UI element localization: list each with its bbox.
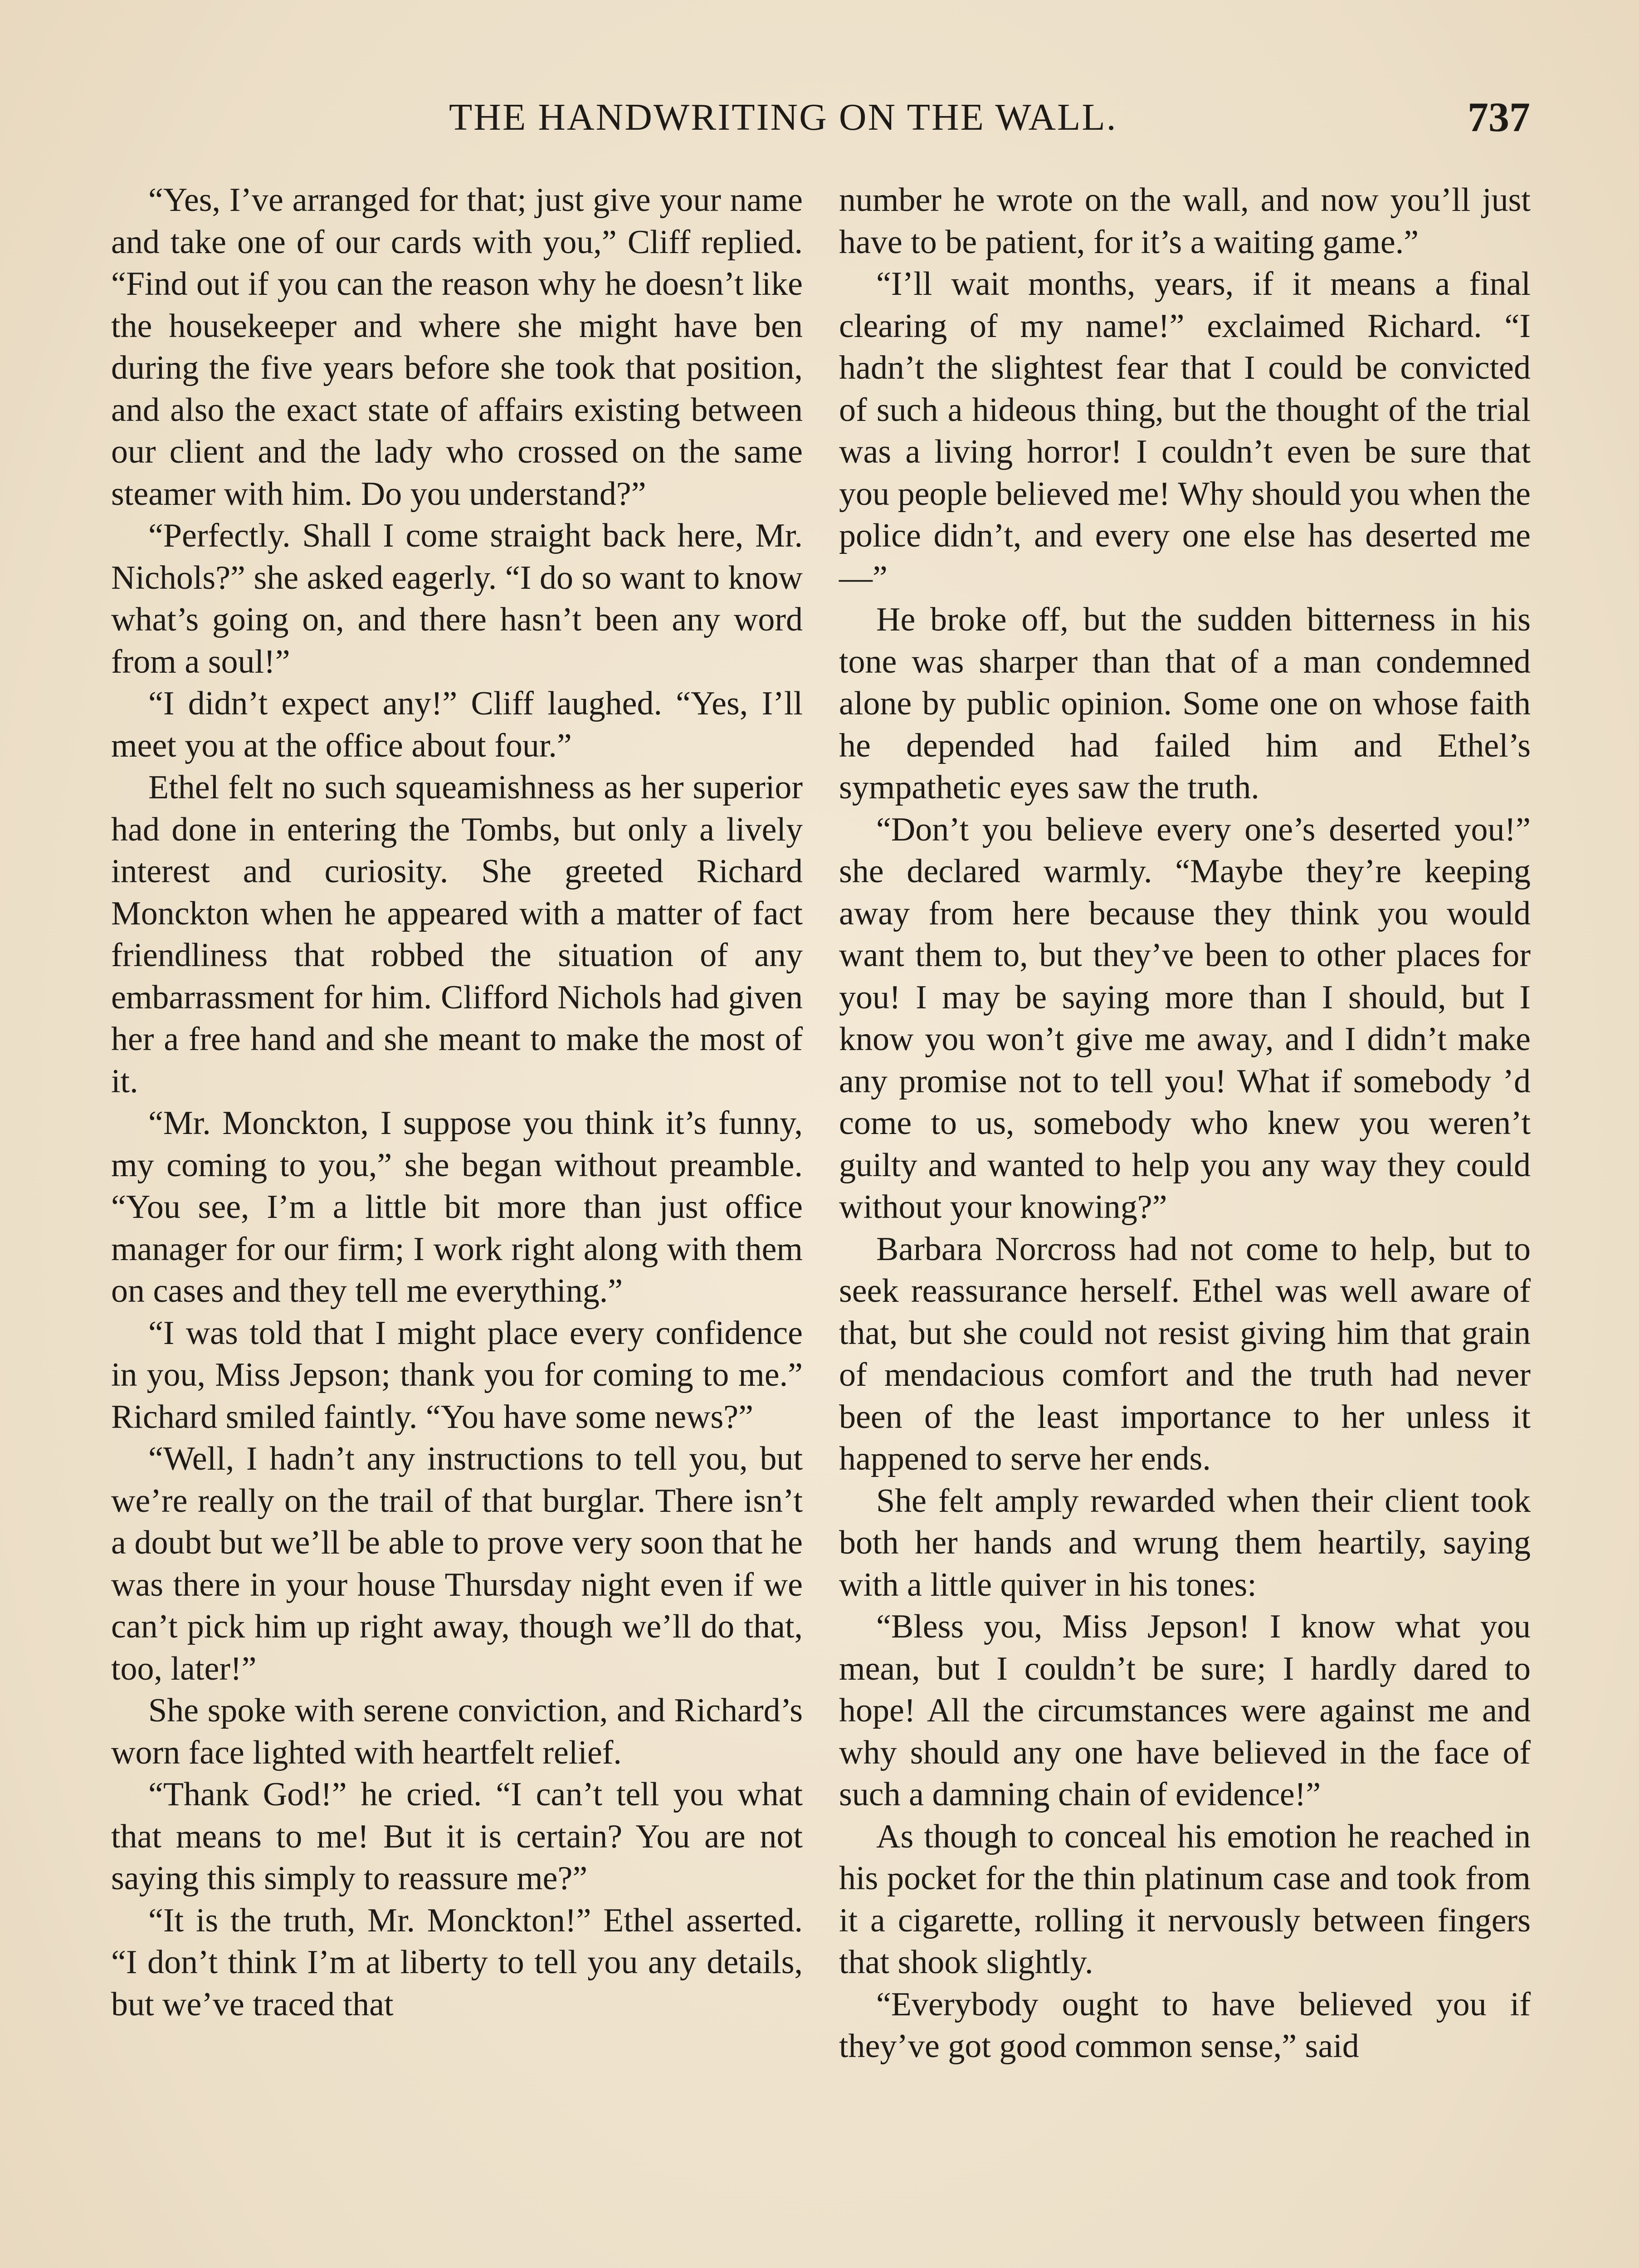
paragraph: She felt amply rewarded when their client took both her hands and wrung them heartily, saying with a little quiver in his tones: — [839, 1482, 1531, 1603]
paragraph: Barbara Norcross had not come to help, but to seek reassurance herself. Ethel was well aware of that, but she could not resist giving him that grain of mendacious comfort and the truth had never been of the least importance to her unless it happened to serve her ends. — [839, 1230, 1531, 1477]
paragraph: “I was told that I might place every confidence in you, Miss Jepson; thank you for coming to me.” Richard smiled faintly. “You have some news?” — [111, 1314, 803, 1436]
page-number: 737 — [1468, 94, 1530, 140]
paragraph: “I’ll wait months, years, if it means a final clearing of my name!” exclaimed Richard. “I hadn’t the slightest fear that I could be convicted of such a hideous thing, but the thought of the trial was a living horror! I couldn’t even be sure that you people believed me! Why should you when the police didn’t, and every one else has deserted me—” — [839, 265, 1531, 596]
running-title: THE HANDWRITING ON THE WALL. — [449, 96, 1117, 138]
paragraph-continued: number he wrote on the wall, and now you’ll just have to be patient, for it’s a waiting game.” — [839, 181, 1531, 261]
paragraph: “Thank God!” he cried. “I can’t tell you what that means to me! But it is certain? You are not saying this simply to reassure me?” — [111, 1776, 803, 1897]
paragraph: Ethel felt no such squeamishness as her superior had done in entering the Tombs, but only a lively interest and curiosity. She greeted Richard Monckton when he appeared with a matter of fact friendliness that robbed the situation of any embarrassment for him. Clifford Nichols had given her a free hand and she meant to make the most of it. — [111, 769, 803, 1100]
paragraph: “Bless you, Miss Jepson! I know what you mean, but I couldn’t be sure; I hardly dared to hope! All the circumstances were against me and why should any one have believed in the face of such a damning chain of evidence!” — [839, 1608, 1531, 1813]
paragraph: “It is the truth, Mr. Monckton!” Ethel asserted. “I don’t think I’m at liberty to tell you any details, but we’ve traced that — [111, 1901, 803, 2023]
paragraph: “Yes, I’ve arranged for that; just give your name and take one of our cards with you,” Cliff replied. “Find out if you can the reason why he doesn’t like the housekeeper and where she might have ben during the five years before she took that position, and also the exact state of affairs existing between our client and the lady who crossed on the same steamer with him. Do you understand?” — [111, 181, 803, 513]
paragraph: She spoke with serene conviction, and Richard’s worn face lighted with heartfelt relief. — [111, 1692, 803, 1771]
paragraph: “Perfectly. Shall I come straight back here, Mr. Nichols?” she asked eagerly. “I do so want to know what’s going on, and there hasn’t been any word from a soul!” — [111, 517, 803, 680]
paragraph: “Don’t you believe every one’s deserted you!” she declared warmly. “Maybe they’re keeping away from here because they think you would want them to, but they’ve been to other places for you! I may be saying more than I should, but I know you won’t give me away, and I didn’t make any promise not to tell you! What if somebody ’d come to us, somebody who knew you weren’t guilty and wanted to help you any way they could without your knowing?” — [839, 811, 1531, 1226]
paragraph: “I didn’t expect any!” Cliff laughed. “Yes, I’ll meet you at the office about four.” — [111, 685, 803, 764]
paragraph: “Mr. Monckton, I suppose you think it’s funny, my coming to you,” she began without preamble. “You see, I’m a little bit more than just office manager for our firm; I work right along with them on cases and they tell me everything.” — [111, 1105, 803, 1310]
paragraph: “Everybody ought to have believed you if they’ve got good common sense,” said — [839, 1985, 1531, 2065]
paragraph: He broke off, but the sudden bitterness in his tone was sharper than that of a man condemned alone by public opinion. Some one on whose faith he depended had failed him and Ethel’s sympathetic eyes saw the truth. — [839, 601, 1531, 806]
paragraph: “Well, I hadn’t any instructions to tell you, but we’re really on the trail of that burglar. There isn’t a doubt but we’ll be able to prove very soon that he was there in your house Thursday night even if we can’t pick him up right away, though we’ll do that, too, later!” — [111, 1440, 803, 1687]
paragraph: As though to conceal his emotion he reached in his pocket for the thin platinum case and took from it a cigarette, rolling it nervously between fingers that shook slightly. — [839, 1818, 1531, 1981]
right-column — [839, 179, 1531, 2068]
left-column — [111, 179, 803, 2025]
